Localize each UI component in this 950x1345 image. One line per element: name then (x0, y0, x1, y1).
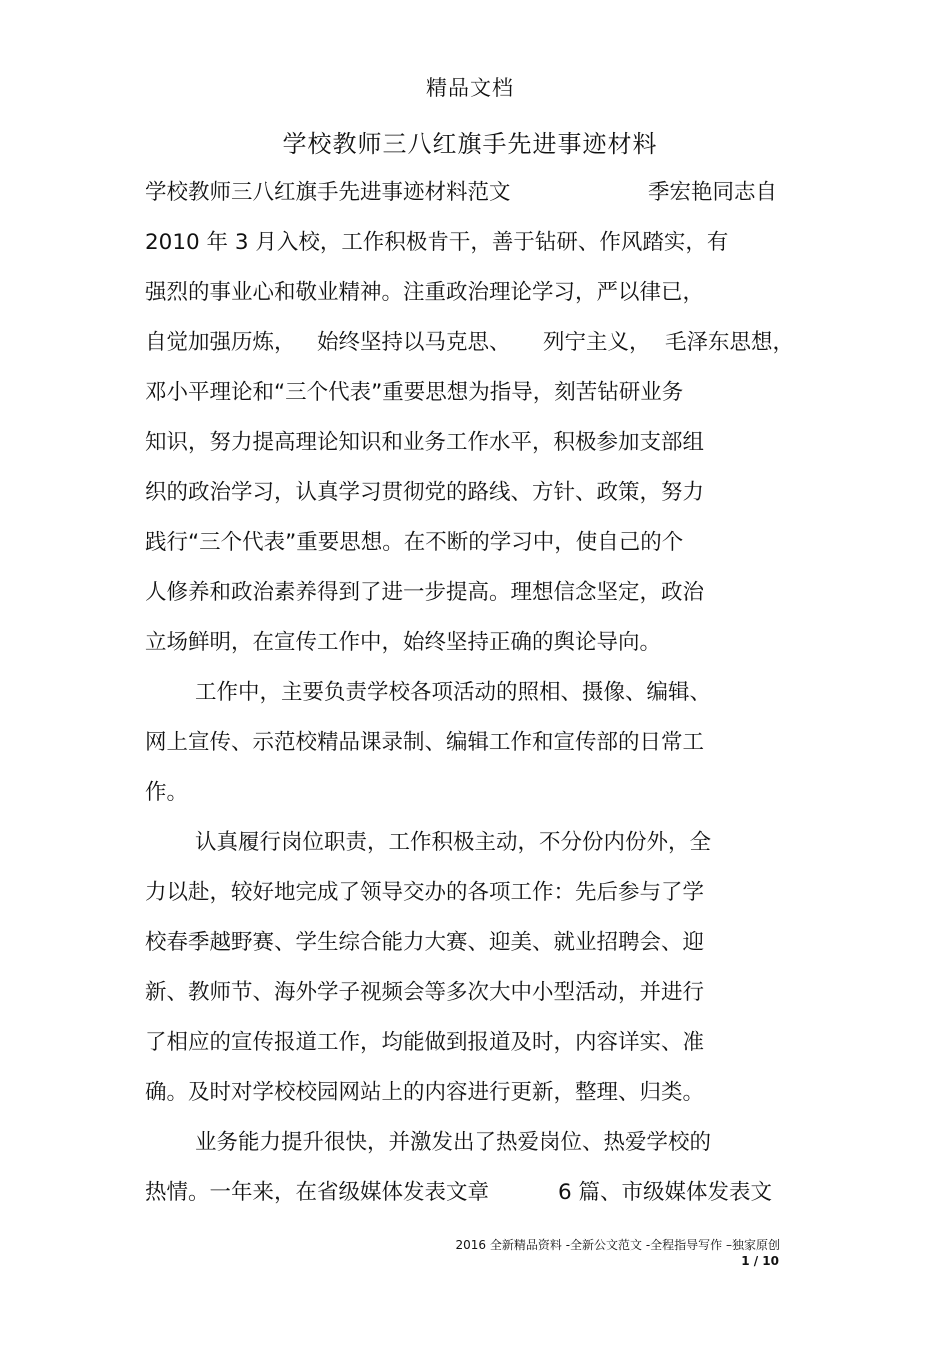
body-line: 人修养和政治素养得到了进一步提高。理想信念坚定，政治 (145, 580, 705, 605)
body-line: 强烈的事业心和敬业精神。注重政治理论学习，严以律已， (145, 280, 705, 305)
body-line: 认真履行岗位职责，工作积极主动，不分份内份外，全 (195, 830, 712, 855)
body-line: 热情。一年来，在省级媒体发表文章 (145, 1180, 490, 1205)
body-line: 毛泽东思想， (665, 330, 795, 355)
page-number: 1 / 10 (741, 1254, 779, 1268)
body-line: 力以赴，较好地完成了领导交办的各项工作：先后参与了学 (145, 880, 705, 905)
body-line: 自觉加强历炼， (145, 330, 296, 355)
body-line: 业务能力提升很快，并激发出了热爱岗位、热爱学校的 (195, 1130, 712, 1155)
body-line: 作。 (145, 780, 189, 805)
body-line: 践行“三个代表”重要思想。在不断的学习中，使自己的个 (145, 530, 684, 555)
body-line: 2010 年 3 月入校，工作积极肯干，善于钻研、作风踏实，有 (145, 230, 729, 255)
body-line: 知识，努力提高理论知识和业务工作水平，积极参加支部组 (145, 430, 705, 455)
body-line: 新、教师节、海外学子视频会等多次大中小型活动，并进行 (145, 980, 705, 1005)
body-line: 织的政治学习，认真学习贯彻党的路线、方针、政策，努力 (145, 480, 705, 505)
body-line: 立场鲜明，在宣传工作中，始终坚持正确的舆论导向。 (145, 630, 662, 655)
body-line: 了相应的宣传报道工作，均能做到报道及时，内容详实、准 (145, 1030, 705, 1055)
body-line: 季宏艳同志自 (648, 180, 778, 205)
body-line: 邓小平理论和“三个代表”重要思想为指导，刻苦钻研业务 (145, 380, 684, 405)
footer-note: 2016 全新精品资料 -全新公文范文 -全程指导写作 –独家原创 (455, 1238, 780, 1252)
body-line: 校春季越野赛、学生综合能力大赛、迎美、就业招聘会、迎 (145, 930, 705, 955)
body-line: 学校教师三八红旗手先进事迹材料范文 (145, 180, 511, 205)
body-line: 网上宣传、示范校精品课录制、编辑工作和宣传部的日常工 (145, 730, 705, 755)
document-title: 学校教师三八红旗手先进事迹材料 (282, 130, 658, 158)
body-line: 列宁主义， (543, 330, 651, 355)
body-line: 确。及时对学校校园网站上的内容进行更新，整理、归类。 (145, 1080, 705, 1105)
body-line: 6 篇、市级媒体发表文 (558, 1180, 773, 1205)
body-line: 工作中，主要负责学校各项活动的照相、摄像、编辑、 (195, 680, 712, 705)
body-line: 始终坚持以马克思、 (317, 330, 511, 355)
page-header: 精品文档 (426, 76, 514, 100)
